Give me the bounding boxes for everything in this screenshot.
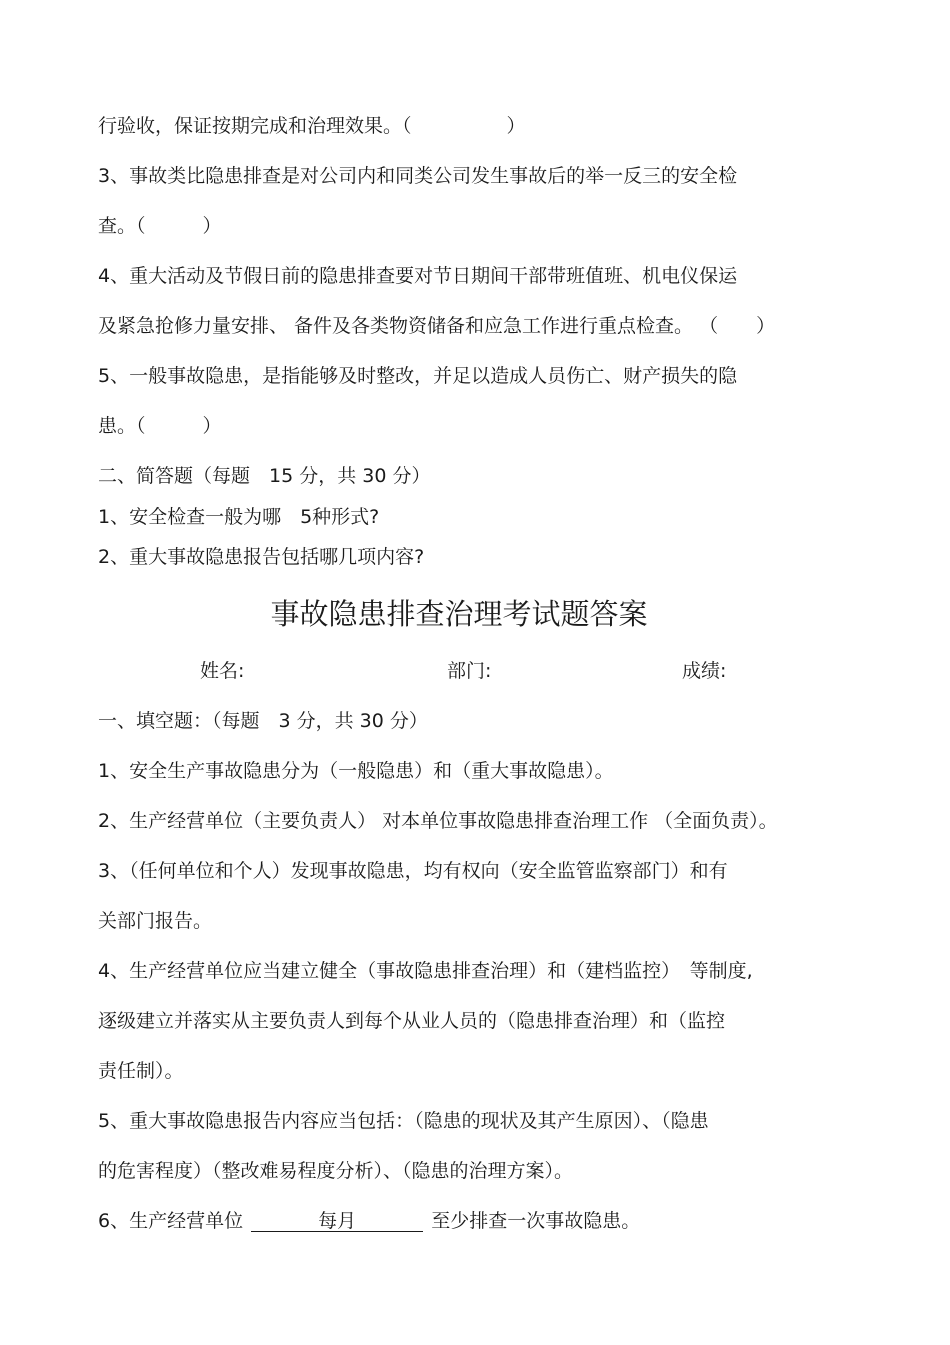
- section-2-heading: 二、简答题（每题 15 分，共 30 分）: [98, 465, 431, 487]
- answer-3-line-2: 关部门报告。: [98, 910, 213, 932]
- short-answer-2: 2、重大事故隐患报告包括哪几项内容?: [98, 546, 425, 568]
- question-3-line-1: 3、事故类比隐患排查是对公司内和同类公司发生事故后的举一反三的安全检: [98, 165, 738, 187]
- question-5-line-2: 患。（ ）: [98, 415, 222, 437]
- answer-3-line-1: 3、（任何单位和个人）发现事故隐患，均有权向（安全监管监察部门）和有: [98, 860, 728, 882]
- answer-5-line-2: 的危害程度）（整改难易程度分析）、（隐患的治理方案）。: [98, 1160, 574, 1182]
- question-3-line-2: 查。（ ）: [98, 215, 222, 237]
- answer-6-suffix: 至少排查一次事故隐患。: [431, 1210, 641, 1232]
- answer-title: 事故隐患排查治理考试题答案: [270, 597, 648, 631]
- answer-5-line-1: 5、重大事故隐患报告内容应当包括：（隐患的现状及其产生原因）、（隐患: [98, 1110, 709, 1132]
- answer-4-line-2: 逐级建立并落实从主要负责人到每个从业人员的（隐患排查治理）和（监控: [98, 1010, 726, 1032]
- question-4-line-1: 4、重大活动及节假日前的隐患排查要对节日期间干部带班值班、机电仪保运: [98, 265, 738, 287]
- answer-1: 1、安全生产事故隐患分为（一般隐患）和（重大事故隐患）。: [98, 760, 614, 782]
- answer-6-prefix: 6、生产经营单位: [98, 1210, 244, 1232]
- section-1-heading: 一、填空题：（每题 3 分，共 30 分）: [98, 710, 428, 732]
- department-label: 部门:: [447, 660, 492, 682]
- answer-2: 2、生产经营单位（主要负责人） 对本单位事故隐患排查治理工作 （全面负责）。: [98, 810, 778, 832]
- question-line: 行验收，保证按期完成和治理效果。（ ）: [98, 115, 526, 137]
- question-4-line-2: 及紧急抢修力量安排、 备件及各类物资储备和应急工作进行重点检查。 （ ）: [98, 315, 776, 337]
- name-label: 姓名:: [200, 660, 245, 682]
- answer-4-line-1: 4、生产经营单位应当建立健全（事故隐患排查治理）和（建档监控） 等制度,: [98, 960, 753, 982]
- answer-6-blank: 每月: [251, 1211, 423, 1232]
- answer-6: [98, 1209, 640, 1233]
- short-answer-1: 1、安全检查一般为哪 5种形式?: [98, 506, 380, 528]
- score-label: 成绩:: [682, 660, 727, 682]
- answer-4-line-3: 责任制）。: [98, 1060, 184, 1082]
- question-5-line-1: 5、一般事故隐患，是指能够及时整改，并足以造成人员伤亡、财产损失的隐: [98, 365, 738, 387]
